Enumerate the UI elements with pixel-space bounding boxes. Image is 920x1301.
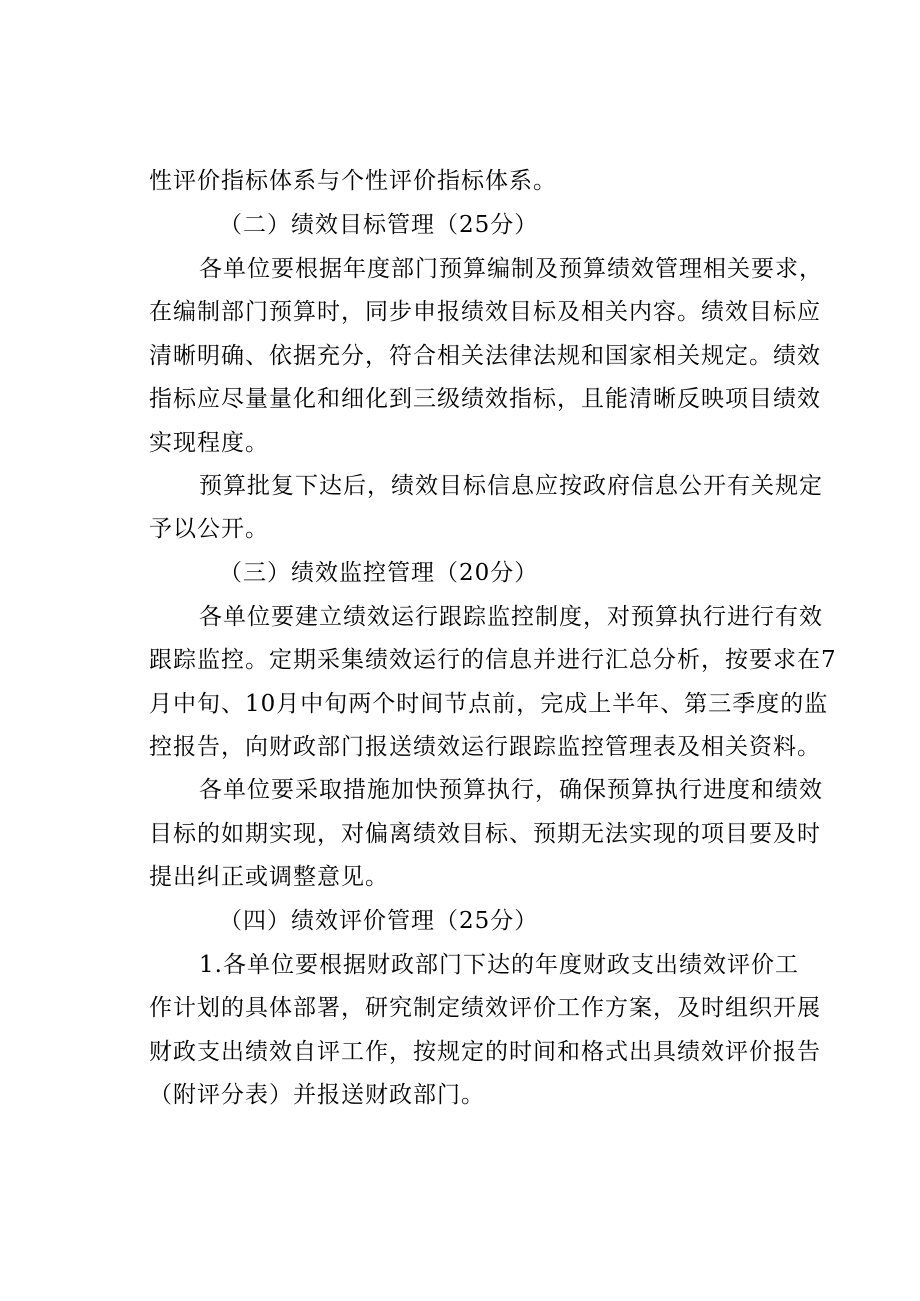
paragraph-line: 性评价指标体系与个性评价指标体系。: [149, 168, 557, 194]
paragraph-line: 提出纠正或调整意见。: [149, 864, 389, 890]
paragraph-line: 清晰明确、依据充分，符合相关法律法规和国家相关规定。绩效: [149, 343, 821, 369]
paragraph-line: 予以公开。: [149, 516, 269, 542]
paragraph-line: 各单位要根据年度部门预算编制及预算绩效管理相关要求，: [199, 256, 823, 282]
paragraph-line: 1.各单位要根据财政部门下达的年度财政支出绩效评价工: [199, 952, 799, 978]
section-heading-4: （四）绩效评价管理（25分）: [219, 908, 539, 934]
paragraph-line: 跟踪监控。定期采集绩效运行的信息并进行汇总分析，按要求在7: [149, 647, 837, 673]
paragraph-line: 财政支出绩效自评工作，按规定的时间和格式出具绩效评价报告: [149, 1039, 821, 1065]
section-heading-2: （二）绩效目标管理（25分）: [219, 212, 539, 238]
paragraph-line: 月中旬、10月中旬两个时间节点前，完成上半年、第三季度的监: [149, 691, 829, 717]
paragraph-line: 指标应尽量量化和细化到三级绩效指标，且能清晰反映项目绩效: [149, 386, 821, 412]
paragraph-line: 在编制部门预算时，同步申报绩效目标及相关内容。绩效目标应: [149, 299, 821, 325]
paragraph-line: 作计划的具体部署，研究制定绩效评价工作方案，及时组织开展: [149, 995, 821, 1021]
paragraph-line: 各单位要采取措施加快预算执行，确保预算执行进度和绩效: [199, 777, 823, 803]
paragraph-line: 预算批复下达后，绩效目标信息应按政府信息公开有关规定: [199, 473, 823, 499]
paragraph-line: 各单位要建立绩效运行跟踪监控制度，对预算执行进行有效: [199, 604, 823, 630]
paragraph-line: 控报告，向财政部门报送绩效运行跟踪监控管理表及相关资料。: [149, 734, 821, 760]
paragraph-line: 实现程度。: [149, 430, 269, 456]
paragraph-line: 目标的如期实现，对偏离绩效目标、预期无法实现的项目要及时: [149, 821, 821, 847]
section-heading-3: （三）绩效监控管理（20分）: [219, 560, 539, 586]
paragraph-line: （附评分表）并报送财政部门。: [149, 1082, 485, 1108]
